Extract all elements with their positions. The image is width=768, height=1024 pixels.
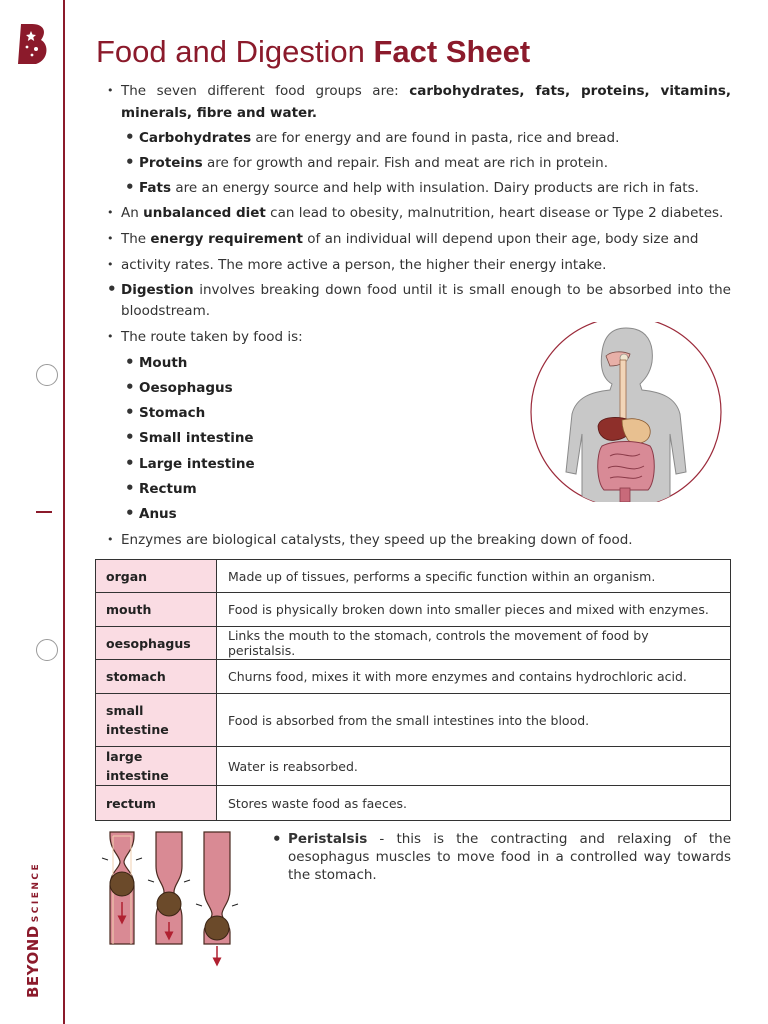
page-title bbox=[96, 34, 530, 70]
digestive-system-diagram bbox=[530, 322, 722, 502]
table-term: rectum bbox=[96, 786, 217, 821]
route-item: Small intestine bbox=[139, 430, 254, 446]
proteins-fact bbox=[139, 152, 608, 174]
title-bold: Fact Sheet bbox=[373, 34, 531, 69]
bullet-icon: • bbox=[125, 504, 135, 522]
energy-fact bbox=[121, 228, 699, 250]
punch-hole bbox=[36, 639, 58, 661]
table-definition: Food is absorbed from the small intestines into the blood. bbox=[217, 694, 731, 747]
unbalanced-text: can lead to obesity, malnutrition, heart disease or Type 2 diabetes. bbox=[270, 205, 724, 221]
energy-term: energy requirement bbox=[150, 231, 303, 247]
fold-mark bbox=[36, 511, 52, 513]
bullet-icon: • bbox=[272, 830, 282, 848]
table-definition: Links the mouth to the stomach, controls the movement of food by peristalsis. bbox=[217, 627, 731, 660]
bullet-icon: • bbox=[107, 232, 114, 245]
table-term-line: intestine bbox=[106, 722, 169, 737]
carbs-fact bbox=[139, 127, 619, 149]
food-groups-list-1: carbohydrates, fats, proteins, vitamins, bbox=[409, 83, 732, 99]
route-intro: The route taken by food is: bbox=[121, 329, 303, 345]
energy-text: of an individual will depend upon their age, body size and bbox=[307, 231, 699, 247]
bullet-icon: • bbox=[125, 403, 135, 421]
bullet-icon: • bbox=[107, 258, 114, 271]
food-groups-line-2 bbox=[121, 102, 317, 124]
proteins-text: are for growth and repair. Fish and meat are rich in protein. bbox=[207, 155, 608, 171]
bullet-icon: • bbox=[125, 153, 135, 171]
digestion-fact-line-1 bbox=[121, 279, 731, 301]
table-term bbox=[96, 694, 217, 747]
table-row bbox=[96, 694, 731, 747]
bullet-icon: • bbox=[125, 178, 135, 196]
table-definition: Made up of tissues, performs a specific function within an organism. bbox=[217, 560, 731, 593]
carbs-term: Carbohydrates bbox=[139, 130, 252, 146]
bullet-icon: • bbox=[125, 378, 135, 396]
brand-word-2: SCIENCE bbox=[31, 861, 41, 923]
bullet-icon: • bbox=[125, 454, 135, 472]
peristalsis-fact bbox=[288, 830, 731, 884]
fats-term: Fats bbox=[139, 180, 172, 196]
table-row bbox=[96, 786, 731, 821]
organ-table bbox=[95, 559, 731, 821]
title-main: Food and Digestion bbox=[96, 34, 365, 69]
table-row bbox=[96, 593, 731, 627]
bullet-icon: • bbox=[125, 479, 135, 497]
bullet-icon: • bbox=[125, 428, 135, 446]
bullet-icon: • bbox=[107, 330, 114, 343]
peristalsis-diagram bbox=[98, 828, 248, 968]
margin-rule bbox=[63, 0, 65, 1024]
enzymes-fact: Enzymes are biological catalysts, they speed up the breaking down of food. bbox=[121, 532, 633, 548]
peristalsis-text: - this is the contracting and relaxing of the oesophagus muscles to move food in a controlled way towards the stomach. bbox=[288, 831, 732, 883]
bullet-icon: • bbox=[125, 353, 135, 371]
table-row bbox=[96, 747, 731, 786]
route-item: Rectum bbox=[139, 481, 197, 497]
table-row bbox=[96, 660, 731, 694]
digestion-text-1: involves breaking down food until it is small enough to be absorbed into the bbox=[199, 282, 731, 298]
brand-word-1: BEYOND bbox=[24, 925, 42, 998]
table-term-line: small bbox=[106, 703, 144, 718]
bullet-icon: • bbox=[107, 84, 114, 97]
table-term: mouth bbox=[96, 593, 217, 627]
beyond-logo-icon bbox=[14, 22, 50, 66]
food-groups-intro: The seven different food groups are: bbox=[121, 83, 399, 99]
route-item: Mouth bbox=[139, 355, 188, 371]
energy-pre: The bbox=[121, 231, 147, 247]
route-item: Large intestine bbox=[139, 456, 255, 472]
route-item: Stomach bbox=[139, 405, 206, 421]
table-row bbox=[96, 560, 731, 593]
activity-fact: activity rates. The more active a person, the higher their energy intake. bbox=[121, 257, 607, 273]
bullet-icon: • bbox=[125, 128, 135, 146]
peristalsis-term: Peristalsis bbox=[288, 831, 368, 847]
fats-text: are an energy source and help with insulation. Dairy products are rich in fats. bbox=[175, 180, 699, 196]
table-row bbox=[96, 627, 731, 660]
bullet-icon: • bbox=[107, 280, 117, 298]
table-term: stomach bbox=[96, 660, 217, 694]
route-item: Oesophagus bbox=[139, 380, 233, 396]
food-groups-line-1 bbox=[121, 80, 731, 102]
table-definition: Churns food, mixes it with more enzymes and contains hydrochloric acid. bbox=[217, 660, 731, 694]
unbalanced-diet-fact bbox=[121, 202, 723, 224]
table-definition: Water is reabsorbed. bbox=[217, 747, 731, 786]
punch-hole bbox=[36, 364, 58, 386]
table-definition: Stores waste food as faeces. bbox=[217, 786, 731, 821]
digestion-term: Digestion bbox=[121, 282, 194, 298]
bullet-icon: • bbox=[107, 533, 114, 546]
carbs-text: are for energy and are found in pasta, rice and bread. bbox=[255, 130, 620, 146]
table-term: large intestine bbox=[96, 747, 217, 786]
table-definition: Food is physically broken down into smaller pieces and mixed with enzymes. bbox=[217, 593, 731, 627]
unbalanced-pre: An bbox=[121, 205, 139, 221]
table-term: organ bbox=[96, 560, 217, 593]
table-term: oesophagus bbox=[96, 627, 217, 660]
route-item: Anus bbox=[139, 506, 177, 522]
digestion-fact-line-2: bloodstream. bbox=[121, 303, 211, 319]
brand-vertical bbox=[23, 862, 42, 998]
food-groups-list-2: minerals, fibre and water. bbox=[121, 105, 318, 121]
unbalanced-term: unbalanced diet bbox=[143, 205, 266, 221]
bullet-icon: • bbox=[107, 206, 114, 219]
fats-fact bbox=[139, 177, 699, 199]
proteins-term: Proteins bbox=[139, 155, 203, 171]
